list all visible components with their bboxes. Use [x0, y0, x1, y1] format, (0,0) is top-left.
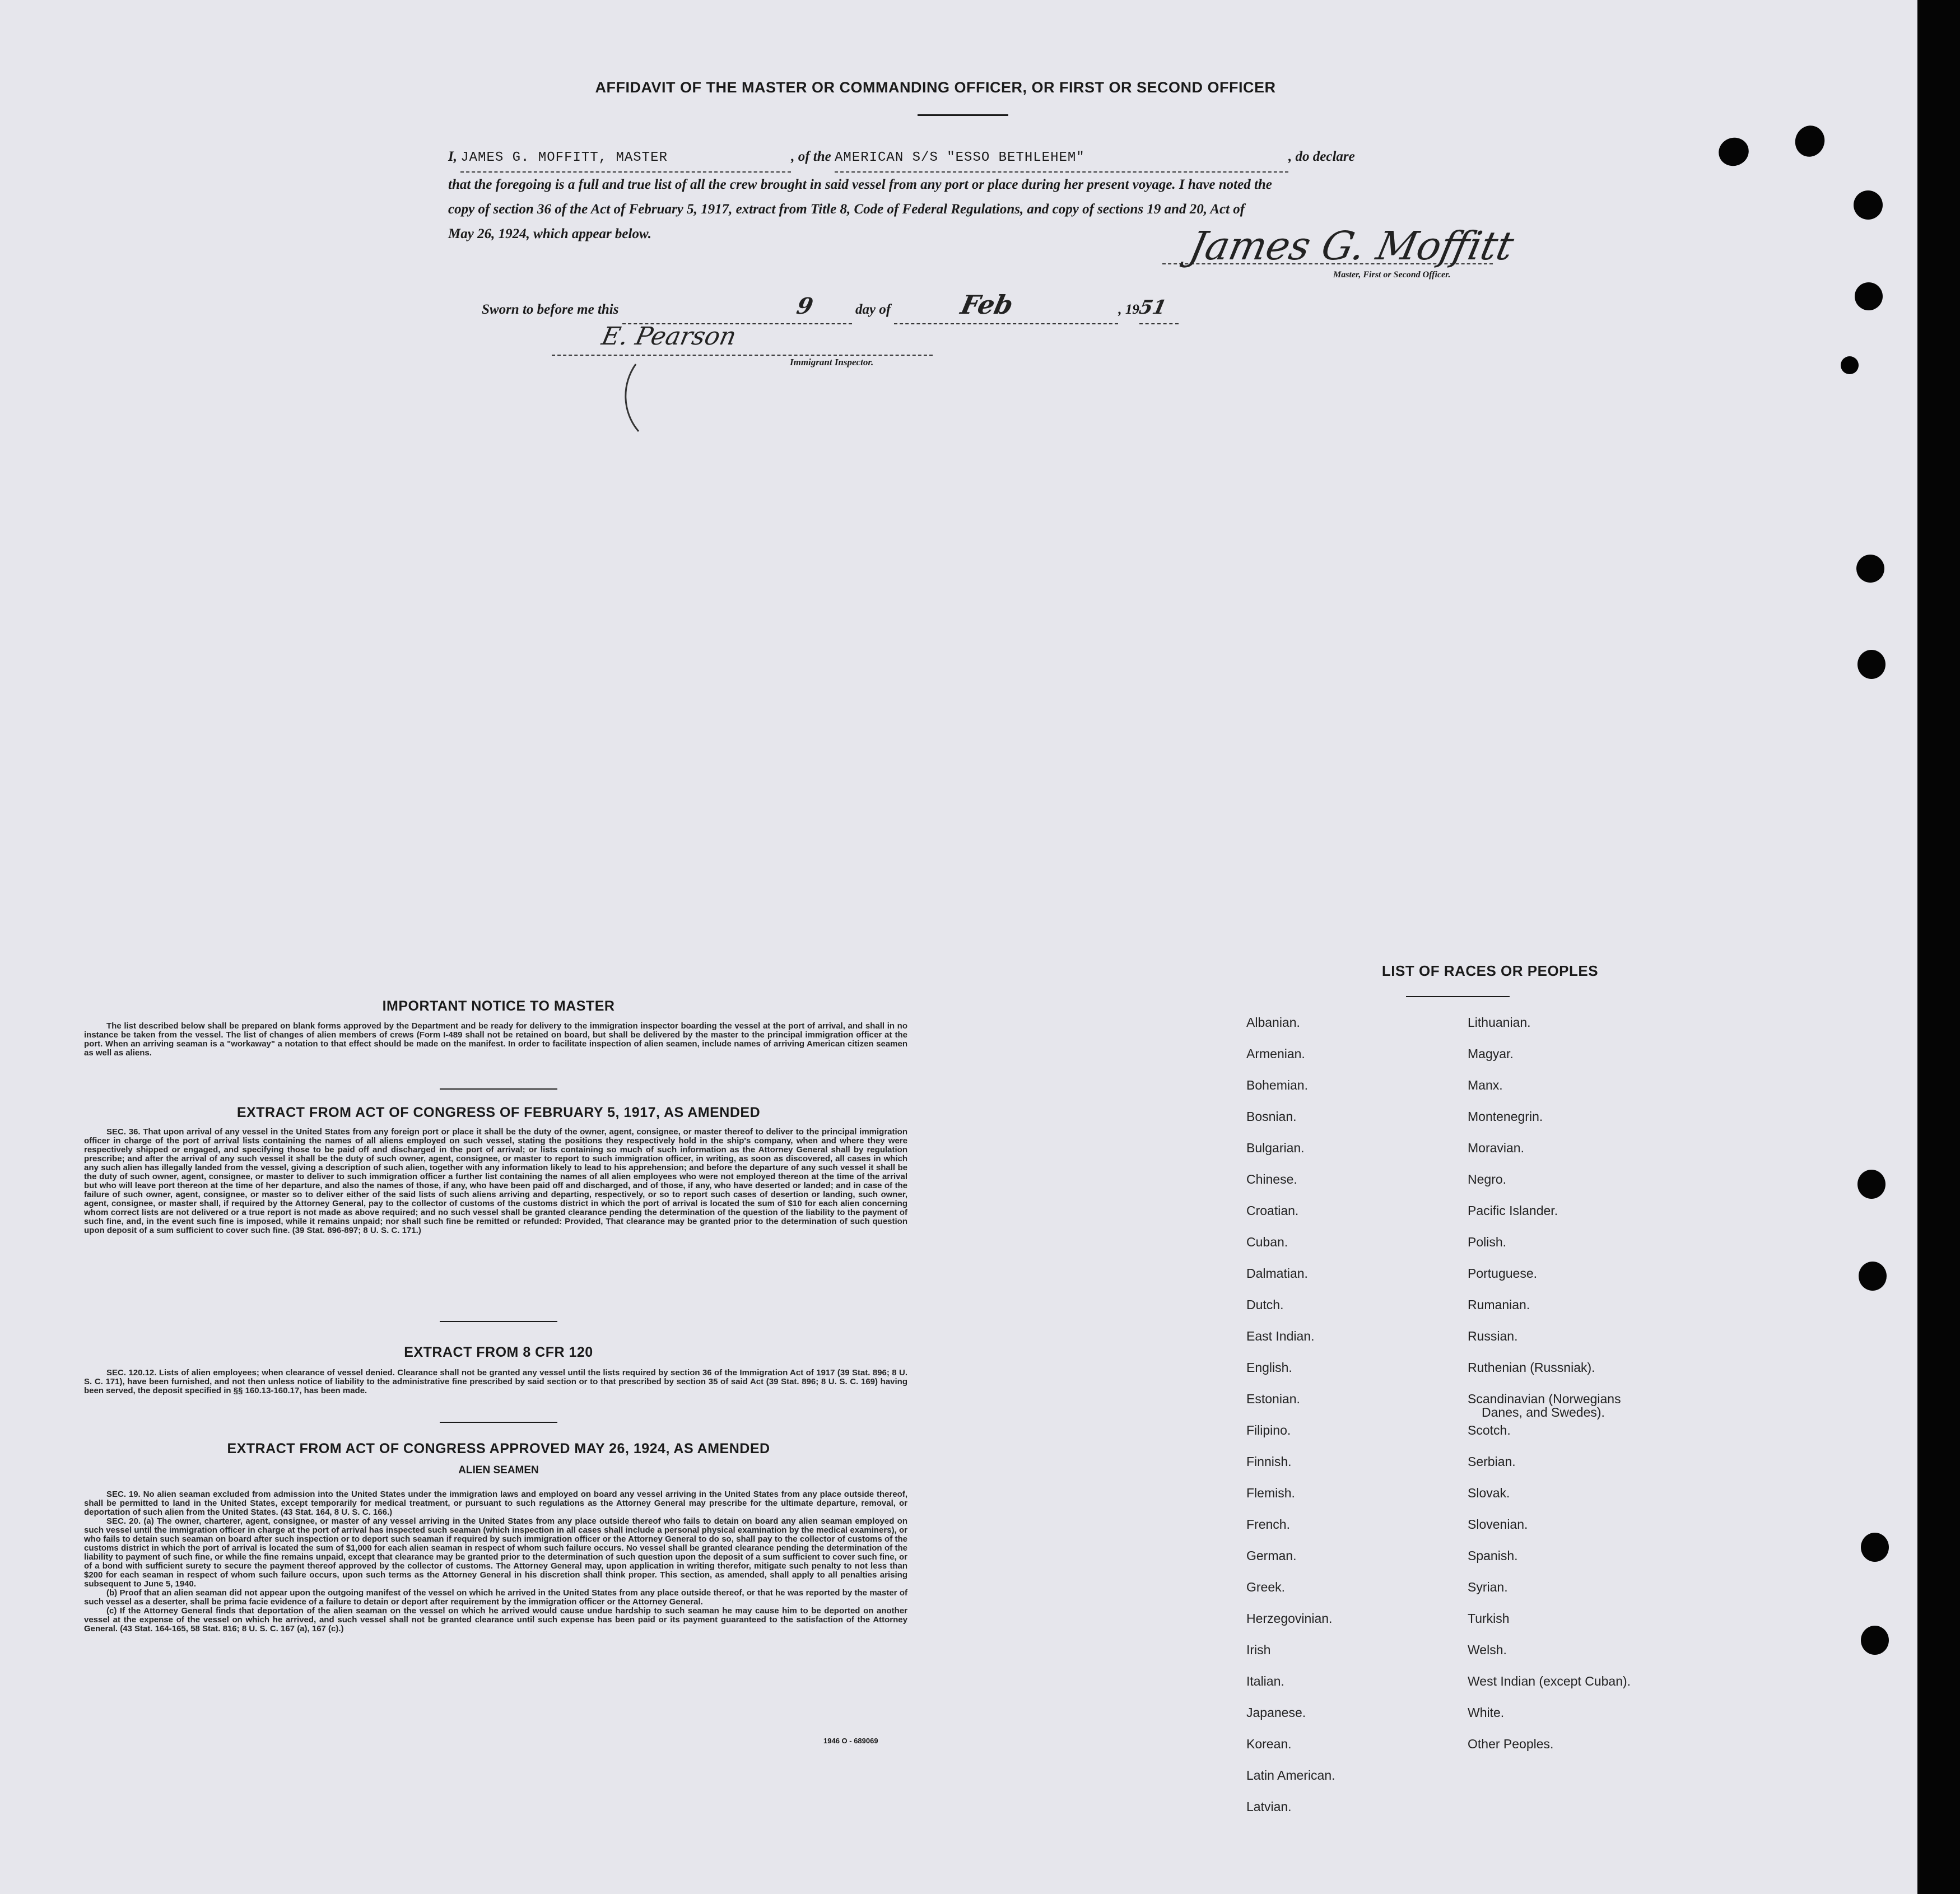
race-item: Flemish. [1246, 1486, 1295, 1500]
race-item: Montenegrin. [1468, 1109, 1543, 1124]
sworn-day-field: 9 [622, 292, 852, 324]
race-item: Pacific Islander. [1468, 1203, 1558, 1218]
print-code: 1946 O - 689069 [823, 1737, 878, 1745]
race-item: Scandinavian (Norwegians [1468, 1392, 1621, 1406]
signer-caption: Master, First or Second Officer. [1333, 270, 1451, 280]
section-rule [440, 1088, 557, 1090]
race-item: Bosnian. [1246, 1109, 1297, 1124]
vessel-name-field: AMERICAN S/S "ESSO BETHLEHEM" [835, 144, 1288, 173]
inspector-signature-block [552, 322, 933, 434]
master-signature: James G. Moffitt [1185, 223, 1518, 269]
punch-hole [1854, 190, 1883, 220]
extract-1917-text: SEC. 36. That upon arrival of any vessel in the United States from any foreign port or place it shall be the duty of the owner, agent, consignee, or master thereof to deliver to the principal immigration officer in charge of the port of arrival lists containing the names of all aliens employed on such vessel, stating the positions they respectively hold in the ship's company, when and where they were respectively shipped or engaged, and specifying those to be paid off and discharged in the port of arrival; or lists containing so much of such information as the Attorney General shall by regulation prescribe; and after the arrival of any such vessel it shall be the duty of such owner, agent, consignee, or master to report to such immigration officer, in writing, as soon as discovered, all cases in which any such alien has illegally landed from the vessel, giving a description of such alien, together with any information likely to lead to his apprehension; and before the departure of any such vessel it shall be the duty of such owner, agent, consignee, or master to deliver to such immigration officer a further list containing the names of all alien employees who were not employed thereon at the time of the arrival but who will leave port thereon at the time of her departure, and also the names of those, if any, who have been paid off and discharged, and of those, if any, who have deserted or landed; and in case of the failure of such owner, agent, consignee, or master so to deliver either of the said lists of such aliens arriving and departing, respectively, or so to report such cases of desertion or landing, such owner, agent, consignee, or master shall, if required by the Attorney General, pay to the collector of customs of the customs district in which the port of arrival is located the sum of $10 for each alien concerning whom correct lists are not delivered or a true report is not made as above required; and no such vessel shall be granted clearance pending the determination of the question of the liability to the payment of such fine, and, in the event such fine is imposed, while it remains unpaid; nor shall such fine be remitted or refunded: Provided, That clearance may be granted prior to the determination of such question upon deposit of a sum sufficient to cover such fine. (39 Stat. 896-897; 8 U. S. C. 171.) [84, 1127, 907, 1235]
race-item: Dutch. [1246, 1297, 1284, 1312]
affidavit-line-3: copy of section 36 of the Act of February 5, 1917, extract from Title 8, Code of Federal Regulations, and copy of sections 19 and 20, Act of [448, 202, 1245, 217]
extract-1917-title: EXTRACT FROM ACT OF CONGRESS OF FEBRUARY 5, 1917, AS AMENDED [236, 1105, 761, 1120]
affidavit-title: AFFIDAVIT OF THE MASTER OR COMMANDING OFFICER, OR FIRST OR SECOND OFFICER [595, 79, 1276, 96]
race-item: Herzegovinian. [1246, 1611, 1333, 1626]
race-item: Magyar. [1468, 1046, 1514, 1061]
punch-hole [1861, 1533, 1889, 1562]
race-item: Chinese. [1246, 1172, 1297, 1186]
pen-stroke [619, 361, 653, 434]
punch-hole [1861, 1626, 1889, 1655]
master-name-field: JAMES G. MOFFITT, MASTER [460, 144, 791, 173]
race-item: Korean. [1246, 1737, 1292, 1751]
race-item: Slovenian. [1468, 1517, 1528, 1532]
race-item: Welsh. [1468, 1642, 1507, 1657]
race-item: Syrian. [1468, 1580, 1508, 1594]
race-item: Other Peoples. [1468, 1737, 1554, 1751]
race-item: Latin American. [1246, 1768, 1335, 1783]
extract-1924-subtitle: ALIEN SEAMEN [458, 1464, 539, 1476]
race-item: Rumanian. [1468, 1297, 1530, 1312]
race-item: Spanish. [1468, 1548, 1518, 1563]
race-item: French. [1246, 1517, 1290, 1532]
extract-1924-text: SEC. 19. No alien seaman excluded from admission into the United States under the immigration laws and employed on board any vessel arriving in the United States from any place outside thereof, shall be permitted to land in the United States, except temporarily for medical treatment, or pursuant to such regulations as the Attorney General may prescribe for the ultimate departure, removal, or deportation of such alien from the United States. (43 Stat. 164, 8 U. S. C. 166.) SEC. 20. (a) The owner, charterer, agent, consignee, or master of any vessel arriving in the United States from any place outside thereof who fails to detain on board any alien seaman employed on such vessel until the immigration officer in charge at the port of arrival has inspected such seaman (which inspection in all cases shall include a personal physical examination by the medical examiners), or who fails to detain such seaman on board after such inspection or to deport such seaman if required by such immigration officer or the Attorney General to do so, shall pay to the collector of customs of the customs district in which the port of arrival is located the sum of $1,000 for each alien seaman in respect of whom such failure occurs. No vessel shall be granted clearance pending the determination of the liability to payment of such fine, or while the fine remains unpaid, except that clearance may be granted prior to the determination of such question upon the deposit of a sum sufficient to cover such fine, or of a bond with sufficient surety to secure the payment thereof approved by the collector of customs. The Attorney General may, upon application in writing therefor, mitigate such penalty to not less than $200 for each seaman in respect of whom such failure occurs, upon such terms as the Attorney General in his discretion shall think proper. This section, as amended, shall apply to all penalties arising subsequent to June 5, 1940. (b) Proof that an alien seaman did not appear upon the outgoing manifest of the vessel on which he arrived in the United States from any place outside thereof, or that he was reported by the master of such vessel as a deserter, shall be prima facie evidence of a failure to detain or deport after requirement by the immigration officer or the Attorney General. (c) If the Attorney General finds that deportation of the alien seaman on the vessel on which he arrived would cause undue hardship to such seaman he may cause him to be deported on another vessel at the expense of the vessel on which he arrived, and such vessel shall not be granted clearance until such expense has been paid or its payment guaranteed to the satisfaction of the Attorney General. (43 Stat. 164-165, 58 Stat. 816; 8 U. S. C. 167 (a), 167 (c).) [84, 1490, 907, 1634]
race-item: West Indian (except Cuban). [1468, 1674, 1631, 1688]
sworn-line: Sworn to before me this 9 day of Feb , 1951 [482, 291, 1266, 324]
race-item: Danes, and Swedes). [1482, 1405, 1605, 1420]
race-item: Serbian. [1468, 1454, 1516, 1469]
punch-hole [1841, 356, 1859, 374]
race-item: Ruthenian (Russniak). [1468, 1360, 1595, 1375]
affidavit-line-2: that the foregoing is a full and true list of all the crew brought in said vessel from any port or place during her present voyage. I have noted the [448, 177, 1272, 192]
punch-hole [1857, 1170, 1885, 1199]
race-item: Moravian. [1468, 1141, 1524, 1155]
inspector-signature: E. Pearson [599, 322, 739, 351]
race-item: Polish. [1468, 1235, 1507, 1249]
race-item: Negro. [1468, 1172, 1507, 1186]
race-item: Greek. [1246, 1580, 1286, 1594]
master-signature-block [1162, 223, 1518, 291]
race-item: Dalmatian. [1246, 1266, 1308, 1281]
race-item: Turkish [1468, 1611, 1510, 1626]
race-item: Slovak. [1468, 1486, 1510, 1500]
affidavit-line-4: May 26, 1924, which appear below. [448, 226, 651, 241]
race-item: Irish [1246, 1642, 1271, 1657]
race-item: Bohemian. [1246, 1078, 1308, 1092]
race-item: Italian. [1246, 1674, 1284, 1688]
punch-hole [1857, 650, 1885, 679]
punch-hole [1859, 1262, 1887, 1291]
race-item: English. [1246, 1360, 1292, 1375]
races-rule [1406, 996, 1510, 997]
race-item: Filipino. [1246, 1423, 1291, 1437]
declarant-line: I, JAMES G. MOFFITT, MASTER , of the AMERICAN S/S "ESSO BETHLEHEM" , do declare [448, 143, 1493, 173]
race-item: Scotch. [1468, 1423, 1511, 1437]
races-title: LIST OF RACES OR PEOPLES [1381, 962, 1599, 979]
race-item: German. [1246, 1548, 1297, 1563]
race-item: Finnish. [1246, 1454, 1292, 1469]
race-item: Albanian. [1246, 1015, 1300, 1030]
race-item: Bulgarian. [1246, 1141, 1305, 1155]
extract-cfr-text: SEC. 120.12. Lists of alien employees; when clearance of vessel denied. Clearance shall not be granted any vessel until the lists required by section 36 of the Immigration Act of 1917 (39 Stat. 896; 8 U. S. C. 171), have been furnished, and not then unless notice of liability to the administrative fine prescribed by said section or to that prescribed by section 35 of said Act (39 Stat. 896; 8 U. S. C. 169) having been served, the deposit specified in §§ 160.13-160.17, has been made. [84, 1368, 907, 1395]
sworn-month-field: Feb [894, 291, 1118, 324]
punch-hole [1855, 282, 1883, 310]
notice-text: The list described below shall be prepared on blank forms approved by the Department and be ready for delivery to the immigration inspector boarding the vessel at the port of arrival, and shall in no instance be taken from the vessel. The list of changes of alien members of crews (Form I-489 shall not be retained on board, but shall be delivered by the master to the principal immigration officer at the port. When an arriving seaman is a "workaway" a notation to that effect should be made on the manifest. In order to facilitate inspection of alien seamen, include names of arriving American citizen seamen as well as aliens. [84, 1021, 907, 1058]
race-item: Japanese. [1246, 1705, 1306, 1720]
race-item: Estonian. [1246, 1392, 1300, 1406]
notice-title: IMPORTANT NOTICE TO MASTER [382, 998, 615, 1014]
inspector-signature-line [552, 355, 933, 356]
scan-edge [1917, 0, 1960, 1894]
race-item: Armenian. [1246, 1046, 1305, 1061]
race-item: Croatian. [1246, 1203, 1299, 1218]
race-item: Portuguese. [1468, 1266, 1538, 1281]
race-item: East Indian. [1246, 1329, 1315, 1343]
sworn-year-field: 51 [1139, 294, 1179, 324]
race-item: Russian. [1468, 1329, 1518, 1343]
race-item: Latvian. [1246, 1799, 1292, 1814]
section-rule [440, 1422, 557, 1423]
punch-hole [1856, 555, 1884, 583]
extract-cfr-title: EXTRACT FROM 8 CFR 120 [404, 1344, 593, 1360]
section-rule [440, 1321, 557, 1322]
race-item: Lithuanian. [1468, 1015, 1531, 1030]
title-rule [918, 114, 1008, 116]
inspector-caption: Immigrant Inspector. [790, 357, 874, 367]
race-item: White. [1468, 1705, 1505, 1720]
race-item: Manx. [1468, 1078, 1503, 1092]
race-item: Cuban. [1246, 1235, 1288, 1249]
extract-1924-title: EXTRACT FROM ACT OF CONGRESS APPROVED MAY 26, 1924, AS AMENDED [227, 1441, 770, 1456]
